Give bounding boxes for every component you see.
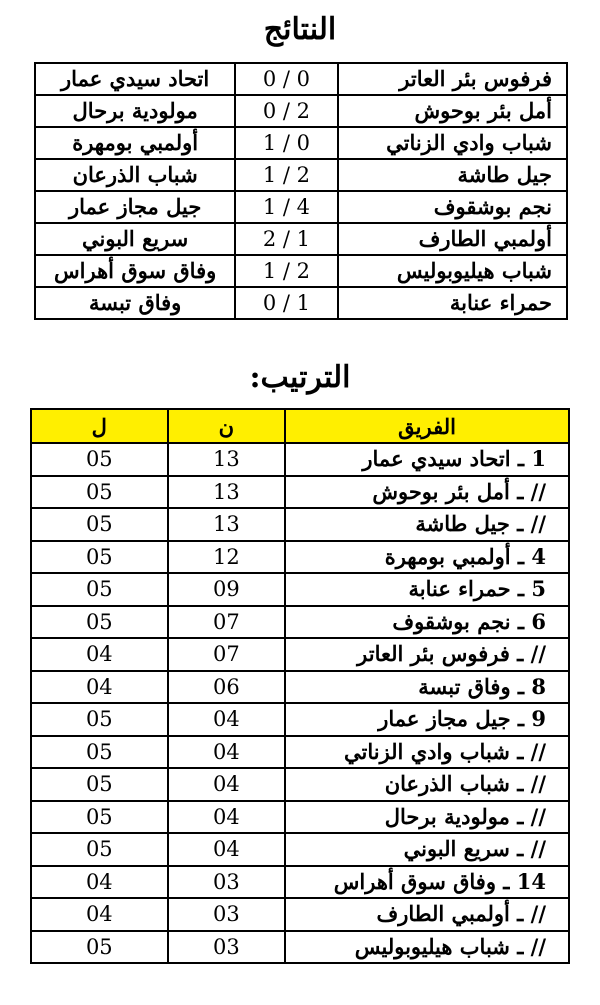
- team-l: 05: [31, 703, 168, 736]
- team-points: 04: [168, 801, 286, 834]
- results-table: [34, 62, 568, 320]
- team-l: 05: [31, 541, 168, 574]
- team-points: 03: [168, 931, 286, 964]
- team-name: // ـ شباب الذرعان: [285, 768, 569, 801]
- team-points: 07: [168, 638, 286, 671]
- team-points: 06: [168, 671, 286, 704]
- result-row: [35, 191, 567, 223]
- standings-table: [30, 408, 570, 964]
- team-points: 09: [168, 573, 286, 606]
- standings-row: [31, 508, 569, 541]
- result-row: [35, 127, 567, 159]
- standings-row: [31, 768, 569, 801]
- result-row: [35, 255, 567, 287]
- home-team: شباب وادي الزناتي: [338, 127, 567, 159]
- away-team: شباب الذرعان: [35, 159, 235, 191]
- home-team: أولمبي الطارف: [338, 223, 567, 255]
- team-l: 05: [31, 508, 168, 541]
- team-points: 04: [168, 833, 286, 866]
- standings-title: الترتيب:: [249, 360, 351, 395]
- team-l: 04: [31, 671, 168, 704]
- away-team: جيل مجاز عمار: [35, 191, 235, 223]
- team-name: // ـ مولودية برحال: [285, 801, 569, 834]
- team-points: 04: [168, 703, 286, 736]
- team-name: // ـ أمل بئر بوحوش: [285, 476, 569, 509]
- away-team: اتحاد سيدي عمار: [35, 63, 235, 95]
- team-name: // ـ فرفوس بئر العاتر: [285, 638, 569, 671]
- team-l: 04: [31, 638, 168, 671]
- match-score: 1 / 2: [235, 255, 337, 287]
- home-team: فرفوس بئر العاتر: [338, 63, 567, 95]
- home-team: أمل بئر بوحوش: [338, 95, 567, 127]
- standings-row: [31, 736, 569, 769]
- team-name: // ـ شباب وادي الزناتي: [285, 736, 569, 769]
- match-score: 2 / 1: [235, 223, 337, 255]
- header-points: ن: [168, 409, 286, 443]
- team-l: 05: [31, 833, 168, 866]
- result-row: [35, 95, 567, 127]
- team-name: 6 ـ نجم بوشقوف: [285, 606, 569, 639]
- away-team: سريع البوني: [35, 223, 235, 255]
- result-row: [35, 63, 567, 95]
- team-name: 4 ـ أولمبي بومهرة: [285, 541, 569, 574]
- result-row: [35, 159, 567, 191]
- match-score: 1 / 2: [235, 159, 337, 191]
- match-score: 0 / 0: [235, 63, 337, 95]
- team-name: // ـ جيل طاشة: [285, 508, 569, 541]
- away-team: وفاق تبسة: [35, 287, 235, 319]
- team-name: // ـ أولمبي الطارف: [285, 898, 569, 931]
- header-team: الفريق: [285, 409, 569, 443]
- away-team: أولمبي بومهرة: [35, 127, 235, 159]
- match-score: 0 / 1: [235, 287, 337, 319]
- team-points: 07: [168, 606, 286, 639]
- match-score: 1 / 0: [235, 127, 337, 159]
- home-team: شباب هيليوبوليس: [338, 255, 567, 287]
- standings-row: [31, 866, 569, 899]
- team-name: 5 ـ حمراء عنابة: [285, 573, 569, 606]
- home-team: جيل طاشة: [338, 159, 567, 191]
- standings-row: [31, 476, 569, 509]
- standings-row: [31, 573, 569, 606]
- team-l: 04: [31, 898, 168, 931]
- standings-header-row: [31, 409, 569, 443]
- team-name: // ـ شباب هيليوبوليس: [285, 931, 569, 964]
- result-row: [35, 223, 567, 255]
- team-name: // ـ سريع البوني: [285, 833, 569, 866]
- away-team: مولودية برحال: [35, 95, 235, 127]
- standings-row: [31, 898, 569, 931]
- match-score: 1 / 4: [235, 191, 337, 223]
- team-name: 14 ـ وفاق سوق أهراس: [285, 866, 569, 899]
- team-l: 05: [31, 931, 168, 964]
- standings-row: [31, 833, 569, 866]
- team-points: 13: [168, 443, 286, 476]
- team-l: 05: [31, 768, 168, 801]
- team-points: 04: [168, 736, 286, 769]
- team-l: 05: [31, 606, 168, 639]
- standings-row: [31, 606, 569, 639]
- away-team: وفاق سوق أهراس: [35, 255, 235, 287]
- team-points: 12: [168, 541, 286, 574]
- team-points: 03: [168, 898, 286, 931]
- team-points: 13: [168, 476, 286, 509]
- team-l: 05: [31, 736, 168, 769]
- team-name: 1 ـ اتحاد سيدي عمار: [285, 443, 569, 476]
- header-l: ل: [31, 409, 168, 443]
- team-l: 05: [31, 573, 168, 606]
- team-points: 13: [168, 508, 286, 541]
- match-score: 0 / 2: [235, 95, 337, 127]
- standings-row: [31, 671, 569, 704]
- results-title: النتائج: [263, 12, 337, 47]
- standings-row: [31, 541, 569, 574]
- team-points: 03: [168, 866, 286, 899]
- team-name: 8 ـ وفاق تبسة: [285, 671, 569, 704]
- team-l: 05: [31, 476, 168, 509]
- standings-row: [31, 931, 569, 964]
- standings-row: [31, 703, 569, 736]
- standings-row: [31, 801, 569, 834]
- home-team: حمراء عنابة: [338, 287, 567, 319]
- result-row: [35, 287, 567, 319]
- home-team: نجم بوشقوف: [338, 191, 567, 223]
- standings-row: [31, 638, 569, 671]
- team-name: 9 ـ جيل مجاز عمار: [285, 703, 569, 736]
- team-l: 05: [31, 443, 168, 476]
- team-l: 04: [31, 866, 168, 899]
- standings-row: [31, 443, 569, 476]
- team-points: 04: [168, 768, 286, 801]
- team-l: 05: [31, 801, 168, 834]
